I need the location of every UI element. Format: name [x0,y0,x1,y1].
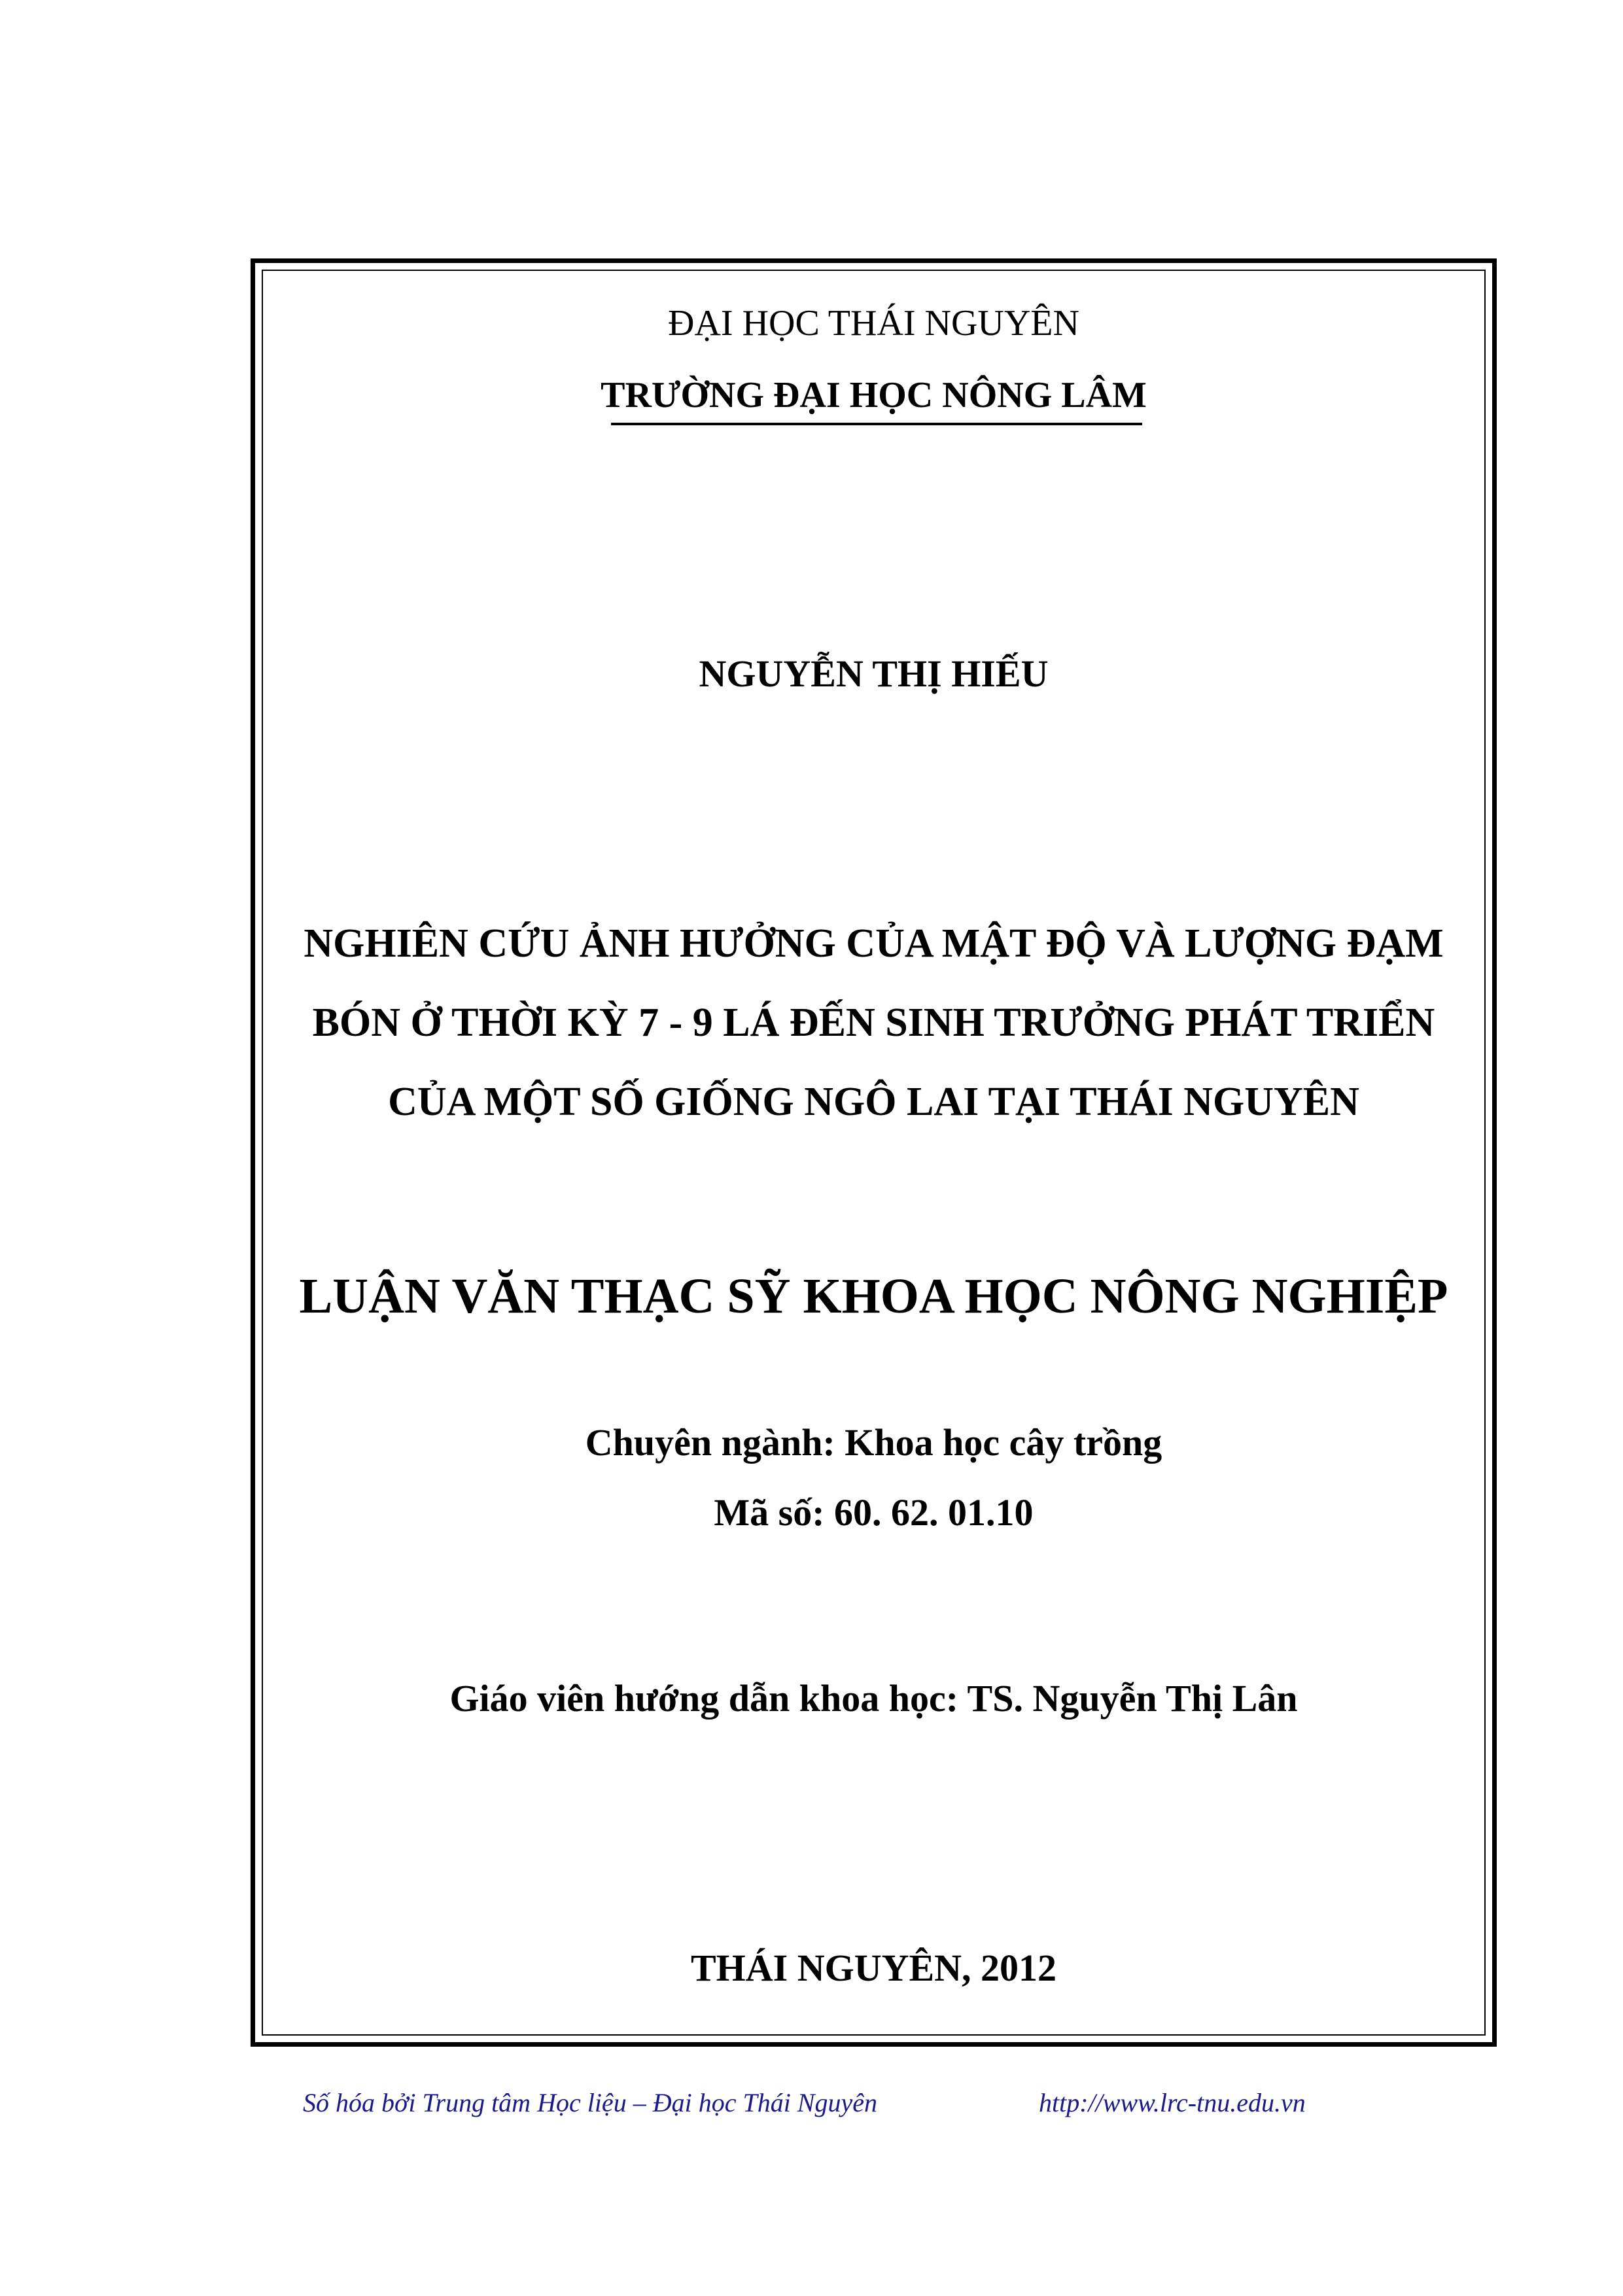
supervisor: Giáo viên hướng dẫn khoa học: TS. Nguyễn Thị Lân [449,1677,1298,1720]
degree-type: LUẬN VĂN THẠC SỸ KHOA HỌC NÔNG NGHIỆP [299,1269,1448,1324]
university-name: ĐẠI HỌC THÁI NGUYÊN [668,303,1079,344]
school-underline [611,423,1142,425]
thesis-title [263,904,1484,1142]
major-code: Mã số: 60. 62. 01.10 [714,1491,1034,1534]
place-year: THÁI NGUYÊN, 2012 [690,1947,1057,1989]
cover-frame [251,258,1497,2047]
major: Chuyên ngành: Khoa học cây trồng [585,1421,1162,1464]
author-name: NGUYỄN THỊ HIẾU [699,652,1049,695]
footer-url-link[interactable]: http://www.lrc-tnu.edu.vn [1039,2088,1306,2117]
thesis-title-line-2: BÓN Ở THỜI KỲ 7 - 9 LÁ ĐẾN SINH TRƯỞNG PHÁT TRIỂN [312,1000,1435,1045]
footer-digitized-by: Số hóa bởi Trung tâm Học liệu – Đại học Thái Nguyên [303,2088,877,2117]
school-name: TRƯỜNG ĐẠI HỌC NÔNG LÂM [601,375,1147,415]
cover-inner-frame [262,270,1486,2036]
thesis-title-line-3: CỦA MỘT SỐ GIỐNG NGÔ LAI TẠI THÁI NGUYÊN [388,1080,1359,1124]
thesis-title-line-1: NGHIÊN CỨU ẢNH HƯỞNG CỦA MẬT ĐỘ VÀ LƯỢNG ĐẠM [304,921,1444,966]
